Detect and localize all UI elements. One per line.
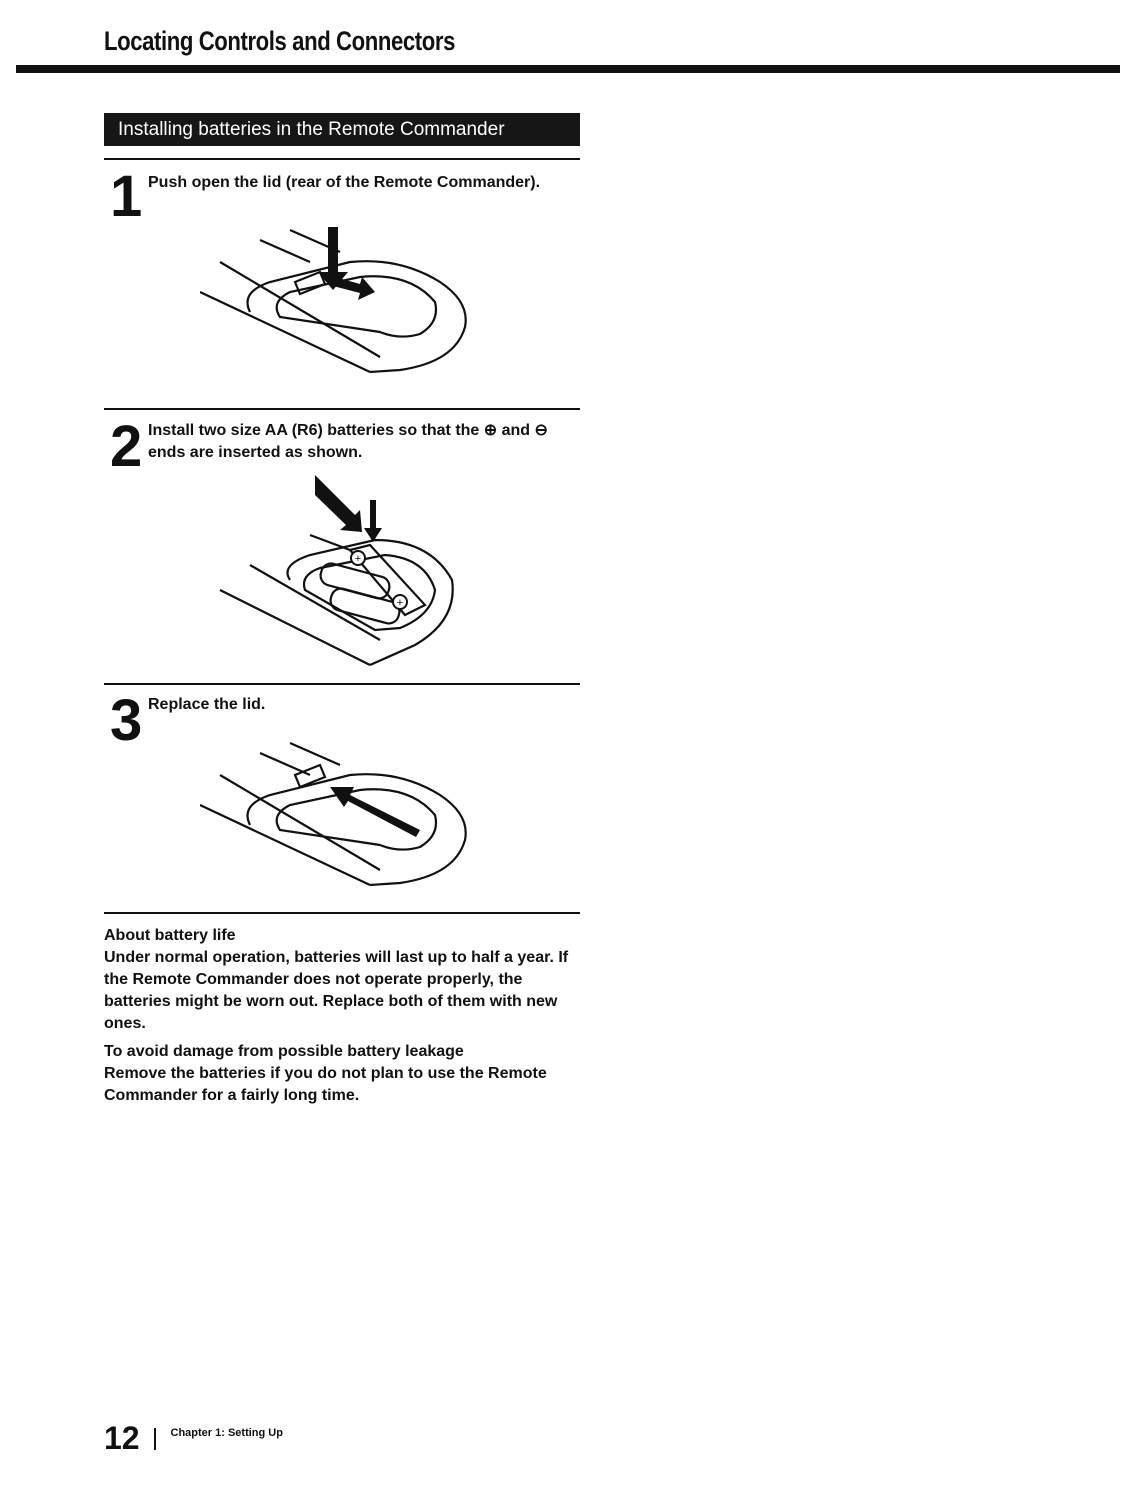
step-text: Push open the lid (rear of the Remote Commander). (148, 174, 541, 191)
notes-divider (104, 912, 580, 914)
battery-insertion-illustration (200, 470, 480, 670)
note-body: Remove the batteries if you do not plan to use the Remote Commander for a fairly long time. (104, 1065, 547, 1104)
step-number: 3 (110, 688, 143, 753)
section-banner: Installing batteries in the Remote Commander (104, 113, 580, 146)
page-title: Locating Controls and Connectors (104, 26, 455, 56)
page-number: 12 (104, 1420, 140, 1456)
note-heading: About battery life (104, 927, 236, 944)
step-number: 2 (110, 414, 143, 479)
footer-separator (154, 1428, 156, 1450)
step-divider (104, 158, 580, 160)
svg-text:+: + (354, 553, 362, 565)
step-number: 1 (110, 164, 143, 229)
chapter-label: Chapter 1: Setting Up (170, 1426, 283, 1439)
note-body: Under normal operation, batteries will last up to half a year. If the Remote Commander does not operate properly, the batteries might be worn out. Replace both of them with new ones. (104, 949, 569, 1032)
svg-text:+: + (396, 597, 404, 609)
step-text: Install two size AA (R6) batteries so that the ⊕ and ⊖ ends are inserted as shown. (148, 422, 548, 461)
remote-lid-close-illustration (200, 735, 490, 895)
notes-section (104, 925, 580, 1113)
step-text: Replace the lid. (148, 696, 266, 713)
step-divider (104, 408, 580, 410)
step-divider (104, 683, 580, 685)
title-rule (16, 65, 1120, 73)
page-footer (104, 1420, 283, 1457)
remote-lid-open-illustration (200, 222, 490, 382)
note-heading: To avoid damage from possible battery leakage (104, 1043, 464, 1060)
